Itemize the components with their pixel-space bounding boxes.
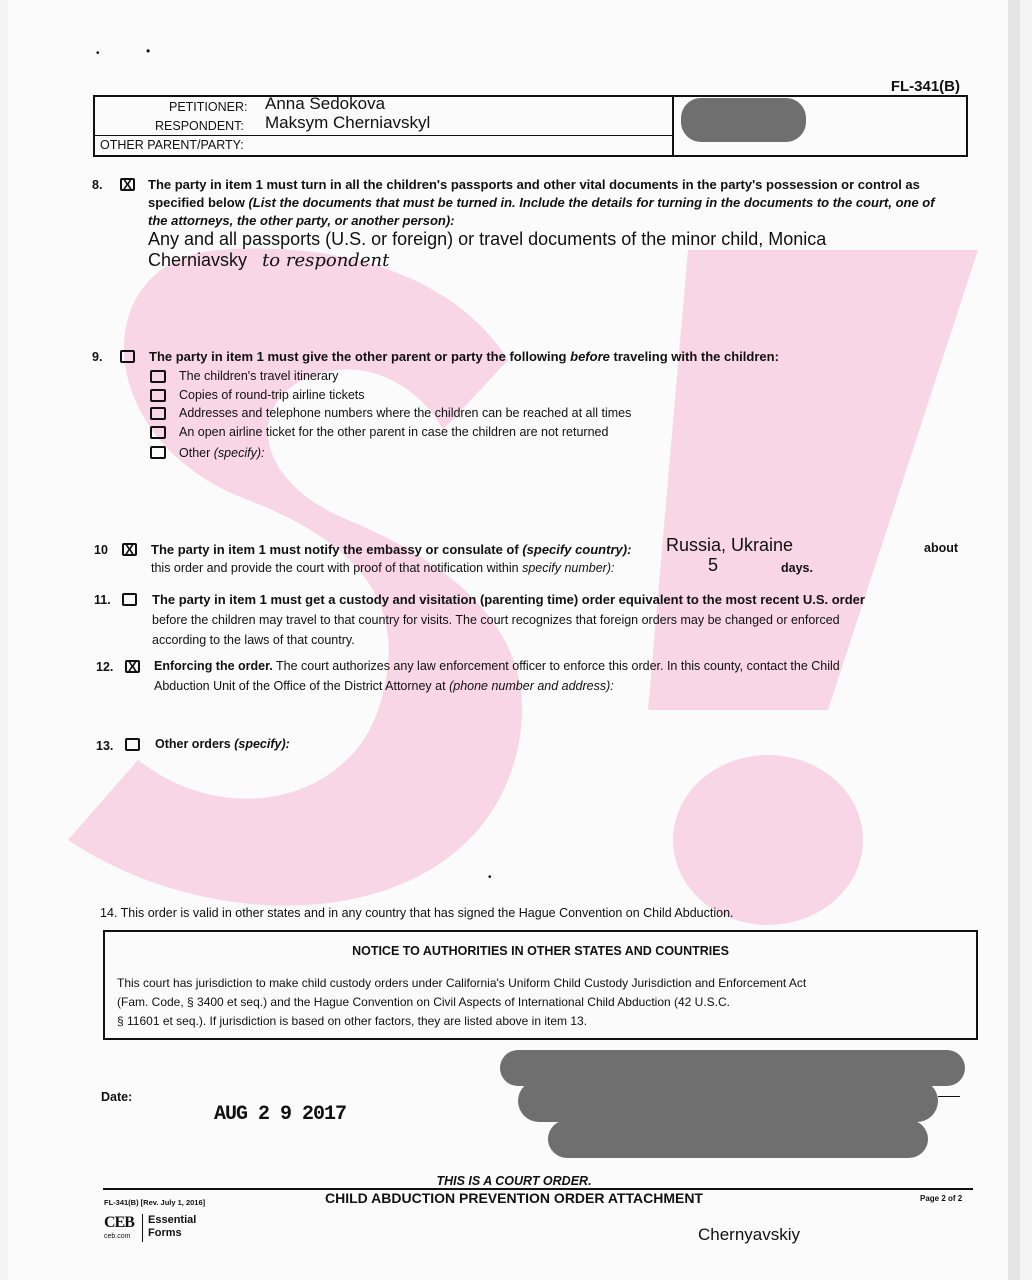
item10-about: about bbox=[924, 541, 959, 555]
signature-line bbox=[938, 1096, 960, 1097]
signature-redaction bbox=[518, 1080, 938, 1122]
item10-checkbox[interactable]: X bbox=[122, 543, 137, 556]
court-order-label: THIS IS A COURT ORDER. bbox=[436, 1174, 592, 1188]
item9-other: Other (specify): bbox=[179, 446, 265, 460]
scan-mark: • bbox=[488, 872, 492, 883]
item9-lead: The party in item 1 must give the other parent or party the following before traveling with the children: bbox=[149, 349, 779, 364]
item10-lead: The party in item 1 must notify the embassy or consulate of (specify country): bbox=[151, 542, 632, 557]
item9-option-checkbox[interactable] bbox=[150, 389, 166, 402]
other-party-label: OTHER PARENT/PARTY: bbox=[100, 138, 244, 152]
item11-number: 11. bbox=[94, 593, 111, 607]
caption-divider bbox=[672, 97, 674, 155]
item9-option-checkbox[interactable] bbox=[150, 407, 166, 420]
item11-checkbox[interactable] bbox=[122, 593, 137, 606]
document-page bbox=[8, 0, 1020, 1280]
handwritten-note: to respondent bbox=[262, 250, 390, 271]
item10-number: 10 bbox=[94, 543, 108, 557]
item9-option-checkbox[interactable] bbox=[150, 426, 166, 439]
item9-option: The children's travel itinerary bbox=[179, 369, 339, 383]
publisher-logo bbox=[104, 1214, 214, 1248]
item9-option-checkbox[interactable] bbox=[150, 446, 166, 459]
item8-number: 8. bbox=[92, 178, 103, 192]
item9-option: Addresses and telephone numbers where the children can be reached at all times bbox=[179, 406, 632, 420]
footer-title: CHILD ABDUCTION PREVENTION ORDER ATTACHMENT bbox=[325, 1190, 703, 1206]
petitioner-label: PETITIONER: bbox=[169, 100, 248, 114]
essential-label: Essential bbox=[148, 1214, 197, 1226]
signature-redaction bbox=[548, 1120, 928, 1158]
scan-mark: • bbox=[96, 48, 100, 59]
petitioner-name: Anna Sedokova bbox=[265, 94, 386, 113]
item10-days-value: 5 bbox=[708, 555, 719, 575]
item13-checkbox[interactable] bbox=[125, 738, 140, 751]
item10-country: Russia, Ukraine bbox=[666, 535, 794, 555]
date-stamp: AUG 2 9 2017 bbox=[214, 1103, 347, 1126]
respondent-name: Maksym Cherniavskyl bbox=[265, 113, 431, 132]
footer-name: Chernyavskiy bbox=[698, 1225, 801, 1244]
caption-box bbox=[93, 95, 968, 157]
form-number: FL-341(B) bbox=[890, 78, 960, 95]
item12-number: 12. bbox=[96, 660, 114, 674]
item8-text: The party in item 1 must turn in all the children's passports and other vital documents in the party's possession or control as specified below (List the documents that must be turned in. Include the details for turning in the documents to the court, one of the attorneys, the other party, or another person): bbox=[148, 177, 935, 228]
item9-option-checkbox[interactable] bbox=[150, 370, 166, 383]
ceb-logo-mark: CEB bbox=[104, 1214, 134, 1231]
forms-label: Forms bbox=[148, 1227, 182, 1239]
logo-divider bbox=[142, 1214, 143, 1242]
item12-checkbox[interactable]: X bbox=[125, 660, 140, 673]
notice-title: NOTICE TO AUTHORITIES IN OTHER STATES AND COUNTRIES bbox=[352, 944, 729, 958]
item11-text: The party in item 1 must get a custody and visitation (parenting time) order equivalent to the most recent U.S. order before the children may travel to that country for visits. The court recognizes that foreign orders may be changed or enforced according to the laws of that country. bbox=[152, 592, 865, 647]
item13-text: Other orders (specify): bbox=[155, 737, 290, 751]
item9-checkbox[interactable] bbox=[120, 350, 135, 363]
page-edge bbox=[1008, 0, 1020, 1280]
item9-option: Copies of round-trip airline tickets bbox=[179, 388, 365, 402]
item12-text: Enforcing the order. The court authorizes any law enforcement officer to enforce this order. In this county, contact the Child Abduction Unit of the Office of the District Attorney at (phone number and address): bbox=[154, 659, 840, 693]
item8-fill: Any and all passports (U.S. or foreign) or travel documents of the minor child, Monica Cherniavsky to respondent bbox=[148, 229, 827, 271]
item9-option: An open airline ticket for the other parent in case the children are not returned bbox=[179, 425, 609, 439]
item10-line2: this order and provide the court with proof of that notification within specify number): bbox=[151, 561, 615, 575]
caption-rule bbox=[95, 135, 672, 136]
date-label: Date: bbox=[101, 1090, 133, 1104]
item9-number: 9. bbox=[92, 350, 103, 364]
case-number-redaction bbox=[681, 98, 806, 142]
notice-body: This court has jurisdiction to make child custody orders under California's Uniform Child Custody Jurisdiction and Enforcement Act (Fam. Code, § 3400 et seq.) and the Hague Convention on Civil Aspects of International Child Abduction (42 U.S.C. § 11601 et seq.). If jurisdiction is based on other factors, they are listed above in item 13. bbox=[117, 976, 807, 1028]
item8-checkbox[interactable]: X bbox=[120, 178, 135, 191]
respondent-label: RESPONDENT: bbox=[155, 119, 244, 133]
ceb-site: ceb.com bbox=[104, 1233, 131, 1240]
scan-mark: • bbox=[146, 44, 151, 58]
item14-text: 14. This order is valid in other states and in any country that has signed the Hague Convention on Child Abduction. bbox=[100, 906, 734, 920]
item13-number: 13. bbox=[96, 739, 114, 753]
page-number: Page 2 of 2 bbox=[920, 1194, 963, 1203]
item10-days-label: days. bbox=[781, 561, 813, 575]
notice-box bbox=[103, 930, 978, 1040]
form-revision: FL-341(B) [Rev. July 1, 2016] bbox=[104, 1198, 206, 1207]
